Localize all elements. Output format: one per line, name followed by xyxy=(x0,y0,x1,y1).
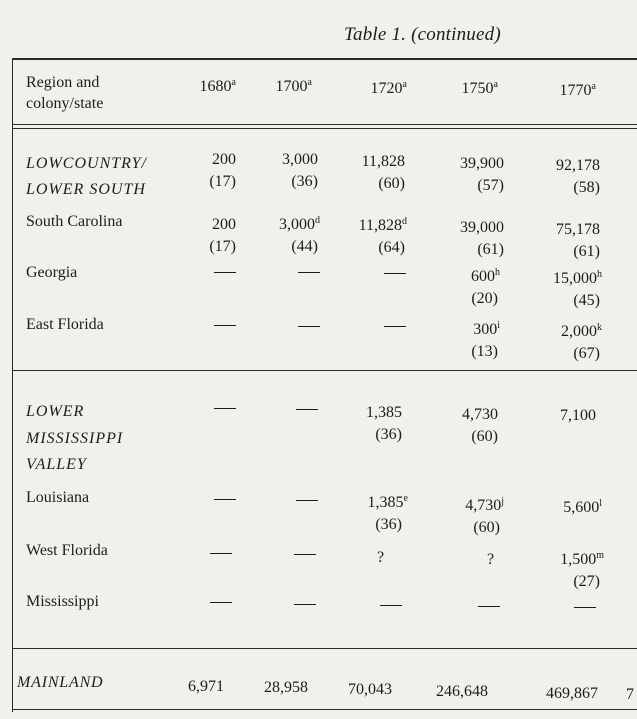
mainland-1720-value: 70,043 xyxy=(348,681,392,698)
louisiana-1720-pct: (36) xyxy=(375,516,402,533)
mainland-next-col-value: 7 xyxy=(626,686,634,703)
south-carolina-1720-value: 11,828$^d$ xyxy=(358,216,407,234)
lowcountry-1720-value: 11,828 xyxy=(361,153,405,170)
lower-miss-1750-pct: (60) xyxy=(471,428,498,445)
east-florida-1770-value: 2,000$^k$ xyxy=(561,322,602,340)
south-carolina-1750-pct: (61) xyxy=(477,241,504,258)
header-year-1750: 1750$^a$ xyxy=(461,79,498,97)
header-year-1770: 1770$^a$ xyxy=(559,81,596,99)
georgia-1680-dash xyxy=(214,263,236,284)
lower-miss-1720-pct: (36) xyxy=(375,426,402,443)
east-florida-1750-value: 300$^i$ xyxy=(473,320,500,338)
mississippi-1700-dash xyxy=(294,595,316,616)
west-florida-1770-value: 1,500$^m$ xyxy=(560,550,604,568)
east-florida-1700-dash xyxy=(298,317,320,338)
lower-miss-1720-value: 1,385 xyxy=(366,404,402,421)
west-florida-1770-pct: (27) xyxy=(573,573,600,590)
row-louisiana-label: Louisiana xyxy=(26,489,90,506)
georgia-1720-dash xyxy=(384,264,406,285)
georgia-1750-value: 600$^h$ xyxy=(471,267,500,285)
louisiana-1700-dash xyxy=(296,491,318,512)
region-lower-miss-line3: VALLEY xyxy=(26,456,87,473)
south-carolina-1720-pct: (64) xyxy=(378,239,405,256)
east-florida-1680-dash xyxy=(214,316,236,337)
louisiana-1750-value: 4,730$^j$ xyxy=(465,496,504,514)
row-south-carolina-label: South Carolina xyxy=(26,213,123,230)
west-florida-1720-value: ? xyxy=(377,549,385,566)
header-region-line2: colony/state xyxy=(26,95,104,112)
west-florida-1700-dash xyxy=(294,545,316,566)
west-florida-1680-dash xyxy=(210,544,232,565)
georgia-1770-pct: (45) xyxy=(573,292,600,309)
south-carolina-1750-value: 39,000 xyxy=(460,219,504,236)
header-year-1720: 1720$^a$ xyxy=(370,79,407,97)
row-west-florida-label: West Florida xyxy=(26,542,108,559)
south-carolina-1770-pct: (61) xyxy=(573,243,600,260)
row-east-florida-label: East Florida xyxy=(26,316,104,333)
row-mainland-label: MAINLAND xyxy=(17,674,104,691)
west-florida-1750-value: ? xyxy=(487,551,495,568)
region-lowcountry-line2: LOWER SOUTH xyxy=(26,181,146,198)
south-carolina-1680-value: 200 xyxy=(212,216,236,233)
mississippi-1720-dash xyxy=(380,596,402,617)
lowcountry-1750-value: 39,900 xyxy=(460,155,504,172)
lower-miss-1750-value: 4,730 xyxy=(462,406,498,423)
header-region-line1: Region and xyxy=(26,74,100,91)
louisiana-1720-value: 1,385e xyxy=(367,493,408,511)
mainland-1700-value: 28,958 xyxy=(264,679,308,696)
lowcountry-1720-pct: (60) xyxy=(378,175,405,192)
south-carolina-1770-value: 75,178 xyxy=(556,221,600,238)
georgia-1770-value: 15,000$^h$ xyxy=(553,269,602,287)
lowcountry-1680-value: 200 xyxy=(212,151,236,168)
mainland-1770-value: 469,867 xyxy=(546,685,598,702)
mainland-1750-value: 246,648 xyxy=(436,683,488,700)
mainland-rule xyxy=(12,648,637,649)
header-rule-1 xyxy=(12,124,637,125)
mississippi-1770-dash xyxy=(574,598,596,619)
east-florida-1750-pct: (13) xyxy=(471,343,498,360)
georgia-1700-dash xyxy=(298,263,320,284)
lowcountry-1770-pct: (58) xyxy=(573,179,600,196)
south-carolina-1680-pct: (17) xyxy=(209,238,236,255)
section-rule xyxy=(12,370,637,371)
lowcountry-1770-value: 92,178 xyxy=(556,157,600,174)
region-lowcountry-line1: LOWCOUNTRY/ xyxy=(26,155,147,172)
mississippi-1750-dash xyxy=(478,597,500,618)
lowcountry-1750-pct: (57) xyxy=(477,177,504,194)
south-carolina-1700-pct: (44) xyxy=(291,238,318,255)
top-rule xyxy=(12,58,637,60)
row-mississippi-label: Mississippi xyxy=(26,593,99,610)
louisiana-1680-dash xyxy=(214,490,236,511)
georgia-1750-pct: (20) xyxy=(471,290,498,307)
mississippi-1680-dash xyxy=(210,593,232,614)
region-lower-miss-line2: MISSISSIPPI xyxy=(26,430,124,447)
header-year-1700: 1700$^a$ xyxy=(275,77,312,95)
south-carolina-1700-value: 3,000$^d$ xyxy=(279,215,320,233)
lowcountry-1680-pct: (17) xyxy=(209,173,236,190)
row-georgia-label: Georgia xyxy=(26,264,78,281)
louisiana-1750-pct: (60) xyxy=(473,519,500,536)
bottom-rule xyxy=(12,709,637,710)
region-lower-miss-line1: LOWER xyxy=(26,403,85,420)
lowcountry-1700-value: 3,000 xyxy=(282,151,318,168)
lower-miss-1770-value: 7,100 xyxy=(560,407,596,424)
table-title: Table 1. (continued) xyxy=(344,24,501,45)
left-border xyxy=(12,58,13,712)
east-florida-1770-pct: (67) xyxy=(573,345,600,362)
lowcountry-1700-pct: (36) xyxy=(291,173,318,190)
east-florida-1720-dash xyxy=(384,317,406,338)
header-year-1680: 1680$^a$ xyxy=(199,77,236,95)
lower-miss-1700-dash xyxy=(296,400,318,421)
louisiana-1770-value: 5,600$^l$ xyxy=(563,498,602,516)
header-rule-2 xyxy=(12,128,637,129)
lower-miss-1680-dash xyxy=(214,399,236,420)
mainland-1680-value: 6,971 xyxy=(188,678,224,695)
